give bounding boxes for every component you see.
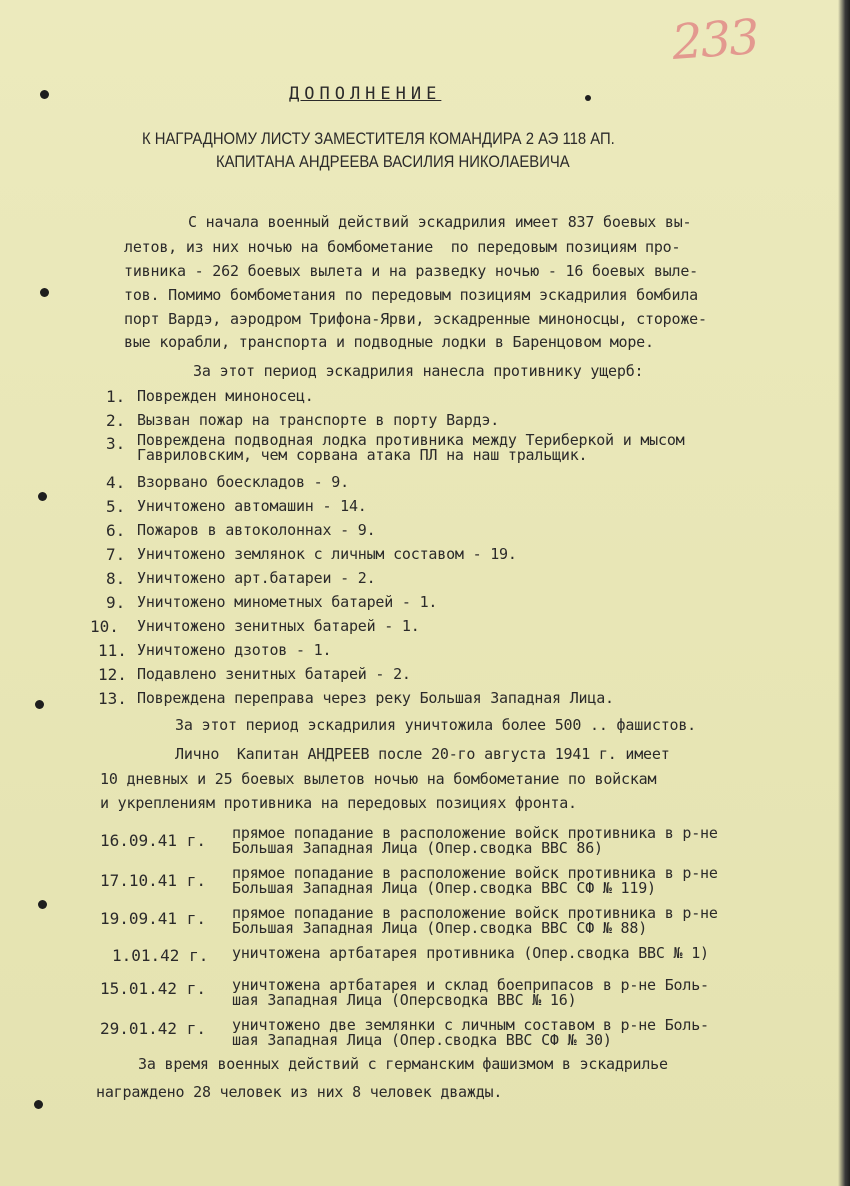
punch-hole bbox=[34, 1100, 43, 1109]
event-date: 17.10.41 г. bbox=[100, 871, 206, 890]
list-item: Уничтожено зенитных батарей - 1. bbox=[137, 617, 420, 635]
list-number: 4. bbox=[106, 473, 126, 492]
page-edge-shadow bbox=[838, 0, 850, 1186]
list-item: Взорвано боескладов - 9. bbox=[137, 473, 349, 491]
event-text: Большая Западная Лица (Опер.сводка ВВС СФ № 119) bbox=[232, 879, 656, 897]
list-item: Уничтожено арт.батареи - 2. bbox=[137, 569, 376, 587]
list-number: 11. bbox=[98, 641, 127, 660]
event-text: уничтожена артбатарея и склад боеприпасов в р-не Боль- bbox=[232, 976, 709, 994]
event-text: прямое попадание в расположение войск противника в р-не bbox=[232, 864, 718, 882]
list-number: 12. bbox=[98, 665, 127, 684]
event-text: шая Западная Лица (Оперсводка ВВС № 16) bbox=[232, 991, 577, 1009]
list-number: 13. bbox=[98, 689, 127, 708]
event-text: прямое попадание в расположение войск противника в р-не bbox=[232, 904, 718, 922]
intro-line: тивника - 262 боевых вылета и на разведку ночью - 16 боевых выле- bbox=[124, 262, 698, 280]
list-item: Повреждена подводная лодка противника между Териберкой и мысом bbox=[137, 431, 685, 449]
list-number: 10. bbox=[90, 617, 119, 636]
event-text: Большая Западная Лица (Опер.сводка ВВС СФ № 88) bbox=[232, 919, 648, 937]
document-title: ДОПОЛНЕНИЕ bbox=[289, 84, 442, 104]
event-text: шая Западная Лица (Опер.сводка ВВС СФ № 30) bbox=[232, 1031, 612, 1049]
list-number: 3. bbox=[106, 434, 126, 453]
list-number: 9. bbox=[106, 593, 126, 612]
list-number: 5. bbox=[106, 497, 126, 516]
list-item: Уничтожено автомашин - 14. bbox=[137, 497, 367, 515]
list-item: Уничтожено минометных батарей - 1. bbox=[137, 593, 438, 611]
list-number: 2. bbox=[106, 411, 126, 430]
subtitle-line: К НАГРАДНОМУ ЛИСТУ ЗАМЕСТИТЕЛЯ КОМАНДИРА 2 АЭ 118 АП. bbox=[142, 130, 615, 148]
event-date: 19.09.41 г. bbox=[100, 909, 206, 928]
page-number: 233 bbox=[670, 9, 760, 71]
punch-hole bbox=[40, 90, 49, 99]
punch-hole bbox=[38, 900, 47, 909]
ink-spot bbox=[585, 95, 591, 101]
intro-line: С начала военный действий эскадрилия имеет 837 боевых вы- bbox=[188, 213, 692, 231]
list-item: Гавриловским, чем сорвана атака ПЛ на наш тральщик. bbox=[137, 446, 588, 464]
list-item: Подавлено зенитных батарей - 2. bbox=[137, 665, 411, 683]
list-item: Поврежден миноносец. bbox=[137, 387, 314, 405]
event-text: уничтожена артбатарея противника (Опер.сводка ВВС № 1) bbox=[232, 944, 709, 962]
punch-hole bbox=[40, 288, 49, 297]
list-item: Вызван пожар на транспорте в порту Вардэ. bbox=[137, 411, 500, 429]
intro-line: тов. Помимо бомбометания по передовым позициям эскадрилия бомбила bbox=[124, 286, 698, 304]
event-date: 29.01.42 г. bbox=[100, 1019, 206, 1038]
event-date: 1.01.42 г. bbox=[112, 946, 209, 965]
personal-line: и укреплениям противника на передовых позициях фронта. bbox=[100, 794, 577, 812]
intro-line: летов, из них ночью на бомбометание по передовым позициям про- bbox=[124, 238, 681, 256]
event-date: 16.09.41 г. bbox=[100, 831, 206, 850]
subtitle-line: КАПИТАНА АНДРЕЕВА ВАСИЛИЯ НИКОЛАЕВИЧА bbox=[216, 153, 570, 171]
personal-line: Лично Капитан АНДРЕЕВ после 20-го августа 1941 г. имеет bbox=[175, 745, 670, 763]
intro-line: порт Вардэ, аэродром Трифона-Ярви, эскадренные миноносцы, стороже- bbox=[124, 310, 707, 328]
list-number: 1. bbox=[106, 387, 126, 406]
event-text: Большая Западная Лица (Опер.сводка ВВС 86) bbox=[232, 839, 603, 857]
list-number: 8. bbox=[106, 569, 126, 588]
closing-line: За время военных действий с германским фашизмом в эскадрилье bbox=[138, 1055, 668, 1073]
list-item: Пожаров в автоколоннах - 9. bbox=[137, 521, 376, 539]
punch-hole bbox=[35, 700, 44, 709]
list-number: 7. bbox=[106, 545, 126, 564]
event-text: прямое попадание в расположение войск противника в р-не bbox=[232, 824, 718, 842]
list-item: Повреждена переправа через реку Большая Западная Лица. bbox=[137, 689, 614, 707]
punch-hole bbox=[38, 492, 47, 501]
destroyed-summary: За этот период эскадрилия уничтожила более 500 .. фашистов. bbox=[175, 716, 697, 734]
list-number: 6. bbox=[106, 521, 126, 540]
damage-intro: За этот период эскадрилия нанесла противнику ущерб: bbox=[193, 362, 644, 380]
list-item: Уничтожено дзотов - 1. bbox=[137, 641, 332, 659]
event-date: 15.01.42 г. bbox=[100, 979, 206, 998]
intro-line: вые корабли, транспорта и подводные лодки в Баренцовом море. bbox=[124, 333, 654, 351]
list-item: Уничтожено землянок с личным составом - 19. bbox=[137, 545, 517, 563]
event-text: уничтожено две землянки с личным составом в р-не Боль- bbox=[232, 1016, 709, 1034]
closing-line: награждено 28 человек из них 8 человек дважды. bbox=[96, 1083, 503, 1101]
personal-line: 10 дневных и 25 боевых вылетов ночью на бомбометание по войскам bbox=[100, 770, 657, 788]
